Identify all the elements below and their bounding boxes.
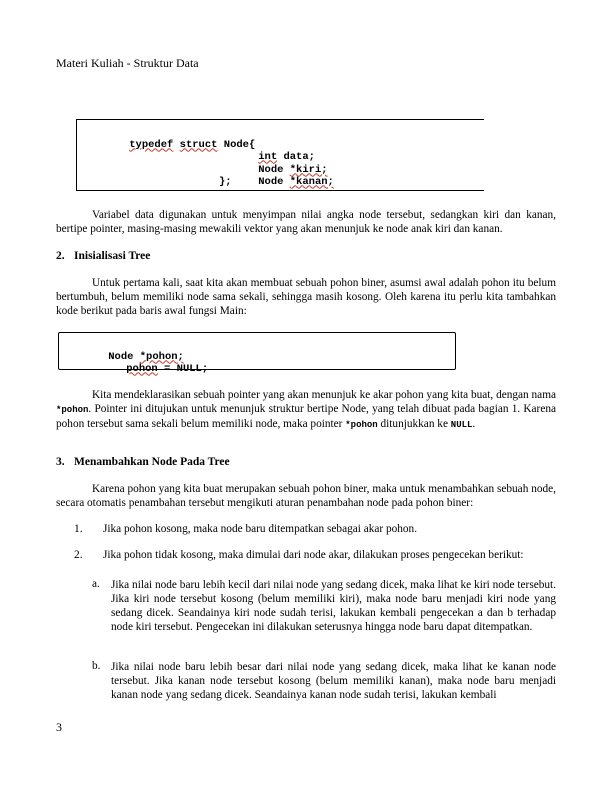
identifier-pohon: *pohon [345,420,378,430]
code-var-pohon: pohon [126,362,158,375]
code-field-kiri: *kiri; [289,163,328,176]
page-number: 3 [56,720,62,734]
code-keyword-struct: struct [179,138,218,151]
code-type-node: Node [258,175,284,188]
code-type-int: int [258,150,278,163]
code-block-struct [76,119,484,191]
paragraph-init: Untuk pertama kali, saat kita akan membuat sebuah pohon biner, asumsi awal adalah pohon itu belum bertumbuh, belum memiliki node sama sekali, sehingga masih kosong. Oleh karena itu perlu kita tambahkan kode berikut pada baris awal fungsi Main: [56,277,556,317]
section-number: 2. [56,250,65,262]
paragraph-pointer [56,388,556,432]
code-closing: }; [219,176,232,188]
sublist-item: Jika nilai node baru lebih besar dari nilai node yang sedang dicek, maka lihat ke kanan node tersebut. Jika kanan node tersebut kosong (belum memiliki kanan), maka node baru menjadi kanan node yang sedang dicek. Seandainya kanan node sudah terisi, lakukan kembali [111,661,556,701]
identifier-null: NULL [450,420,473,430]
code-block-init [58,332,456,375]
list-number: 1. [74,523,83,535]
code-type-node: Node [108,350,134,363]
sublist-label: a. [92,578,100,590]
code-field-data: data; [283,150,315,163]
paragraph-variables: Variabel data digunakan untuk menyimpan nilai angka node tersebut, sedangkan kiri dan kanan, bertipe pointer, masing-masing mewakili vektor yang akan menunjuk ke node anak kiri dan kanan. [56,209,556,235]
section-title: Inisialisasi Tree [74,250,151,262]
text-segment: . [472,418,476,430]
section-heading-3 [56,456,230,468]
code-type-node: Node [258,163,284,176]
list-number: 2. [74,549,83,561]
section-heading-2 [56,250,150,262]
text-segment: ditunjukkan ke [380,418,448,430]
section-title: Menambahkan Node Pada Tree [74,456,230,468]
page-header: Materi Kuliah - Struktur Data [56,56,199,70]
code-struct-name: Node{ [223,138,256,151]
text-segment: Kita mendeklarasikan sebuah pointer yang akan menunjuk ke akar pohon yang kita buat, dengan nama [92,389,556,401]
list-item: Jika pohon kosong, maka node baru ditempatkan sebagai akar pohon. [103,523,418,535]
code-keyword-typedef: typedef [129,138,174,151]
code-assign-null: = NULL; [164,362,209,375]
code-field-kanan: *kanan; [289,175,334,188]
sublist-label: b. [92,660,101,672]
identifier-pohon: *pohon [56,405,89,415]
paragraph-add-node: Karena pohon yang kita buat merupakan sebuah pohon biner, maka untuk menambahkan sebuah node, secara otomatis penambahan tersebut mengikuti aturan penambahan node pada pohon biner: [56,483,556,509]
sublist-item: Jika nilai node baru lebih kecil dari nilai node yang sedang dicek, maka lihat ke kiri node tersebut. Jika kiri node tersebut kosong (belum memiliki kiri), maka node baru menjadi kiri node yang sedang dicek. Seandainya kiri node sudah terisi, lakukan kembali pengecekan a dan b terhadap node kiri tersebut. Pengecekan ini dilakukan seterusnya hingga node baru dapat ditempatkan. [111,579,556,633]
code-var-pohon: *pohon; [139,350,184,363]
text-segment: . Pointer ini ditujukan untuk menunjuk struktur bertipe Node, yang telah dibuat pada bagian 1. Karena pohon tersebut sama sekali belum memiliki node, maka pointer [56,403,556,430]
section-number: 3. [56,456,65,468]
list-item: Jika pohon tidak kosong, maka dimulai dari node akar, dilakukan proses pengecekan berikut: [103,549,524,561]
